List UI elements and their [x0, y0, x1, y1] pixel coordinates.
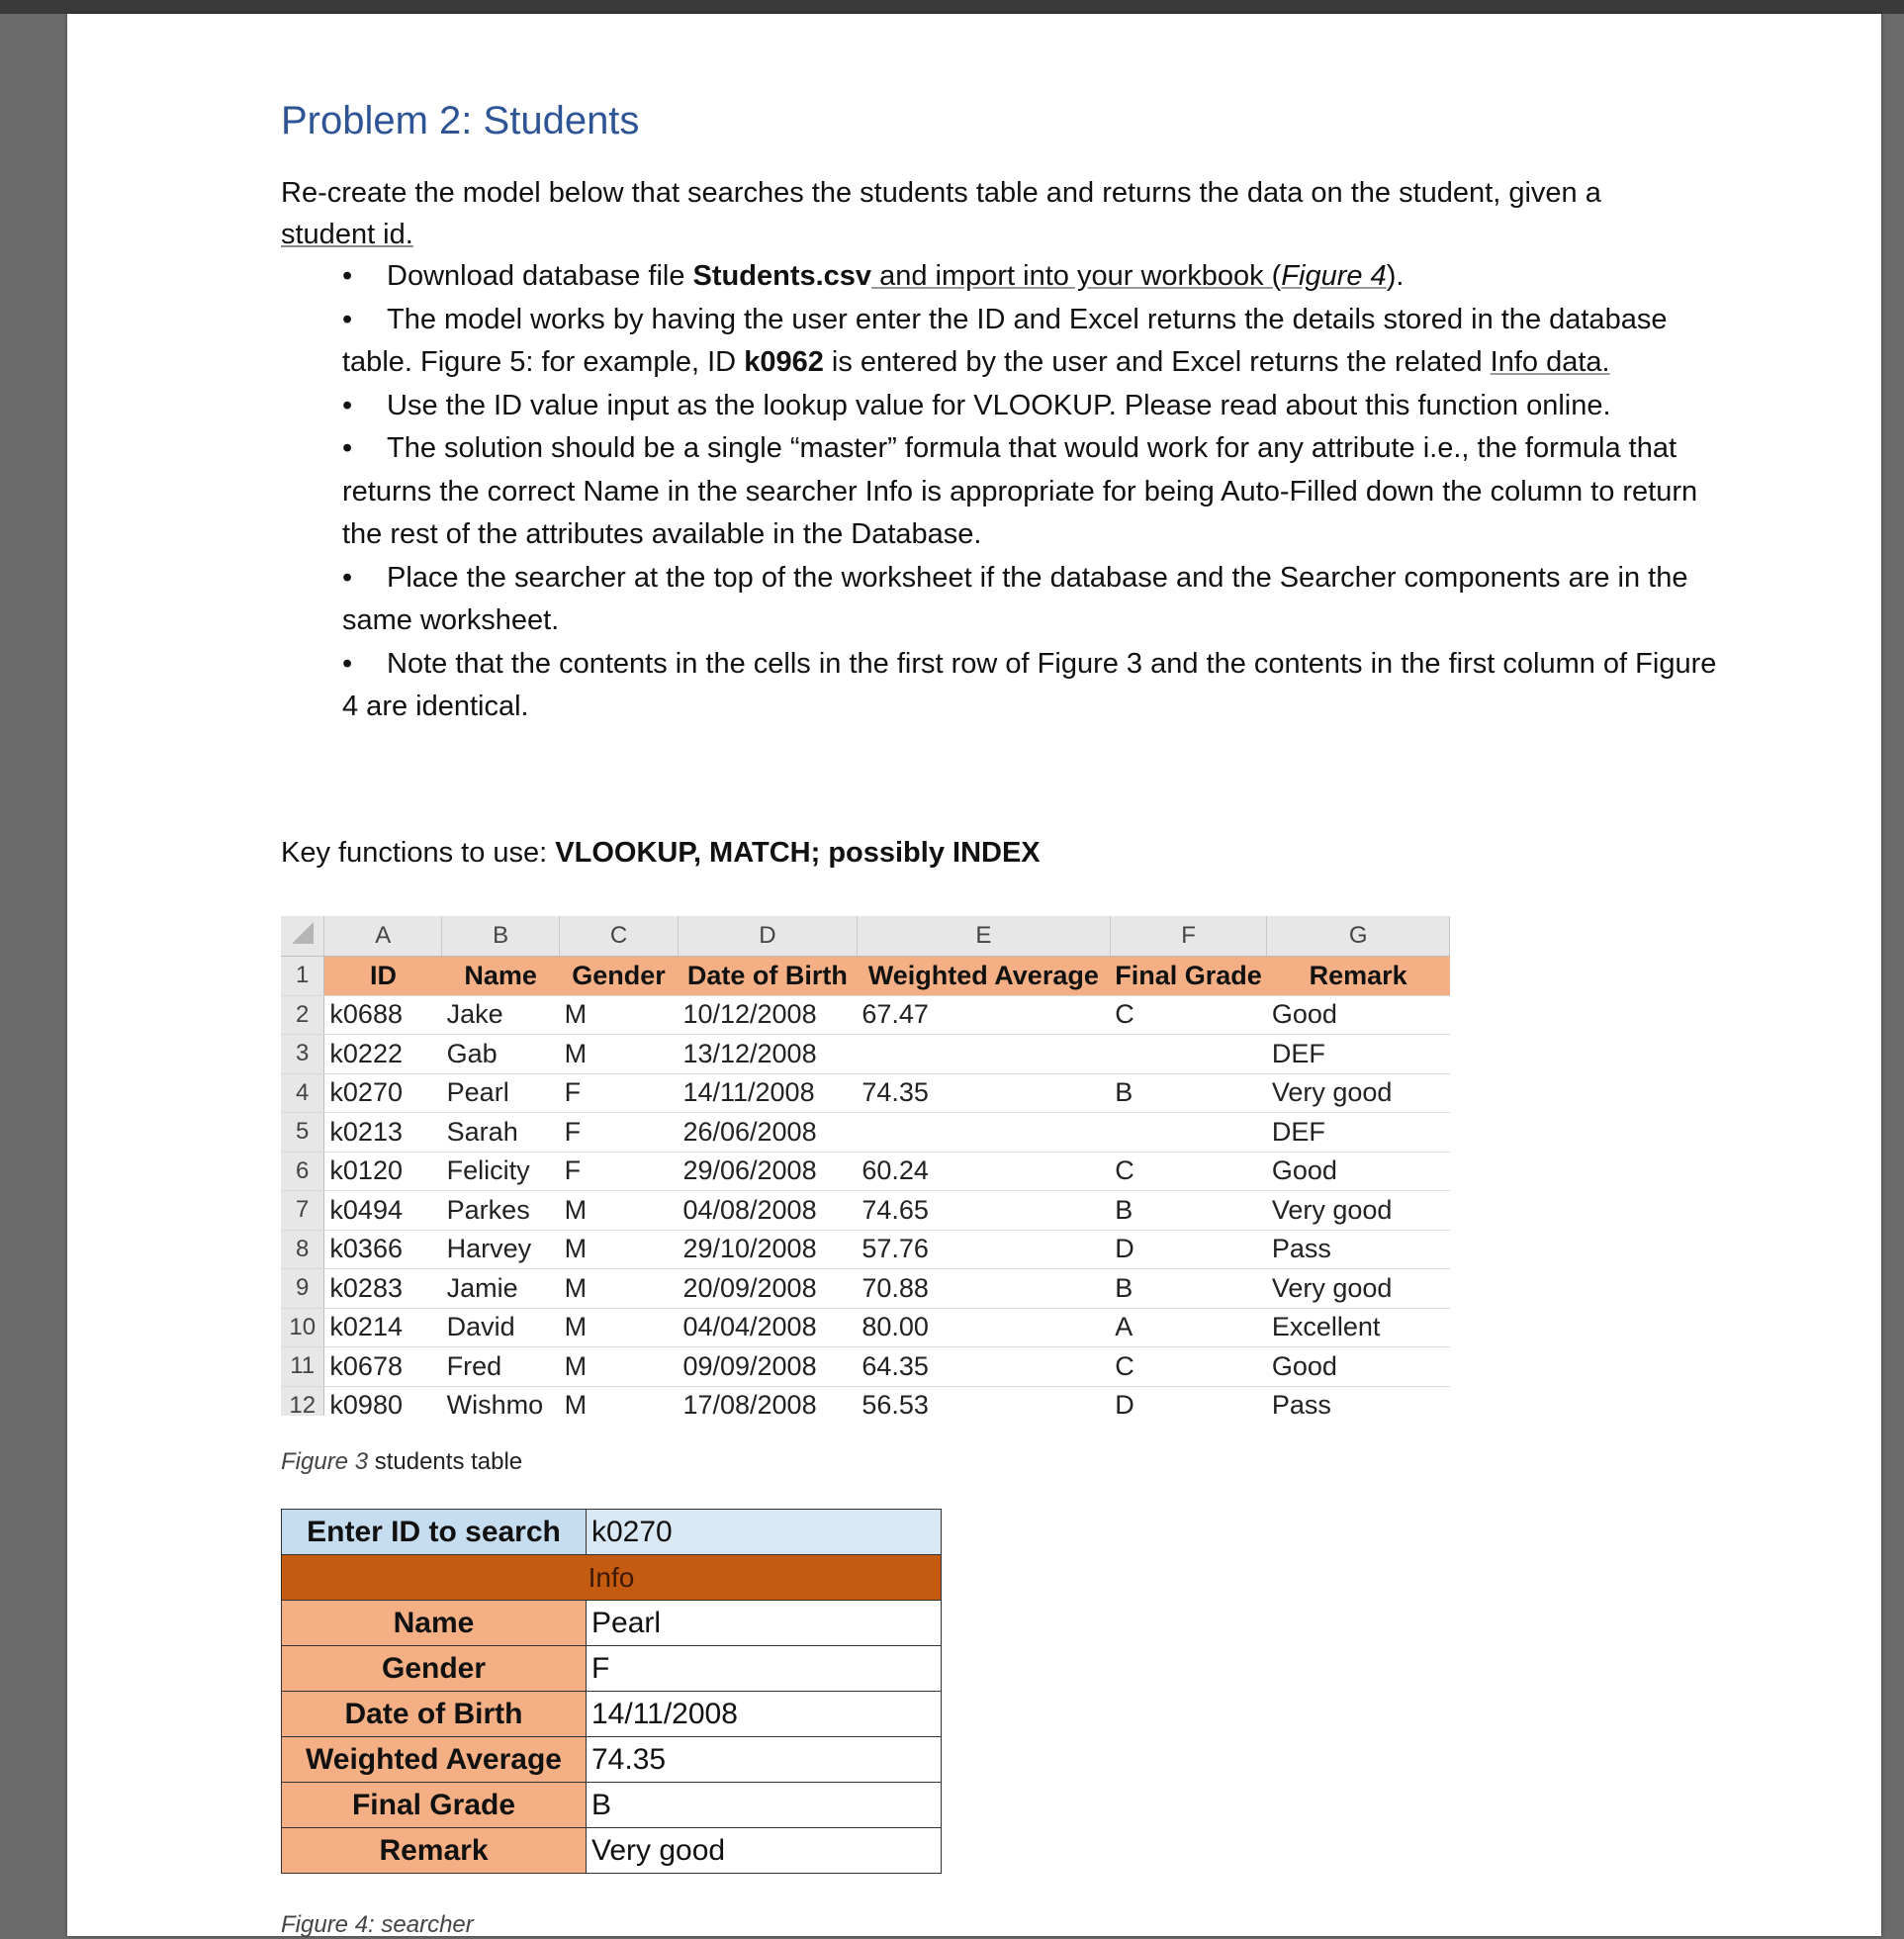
- table-cell[interactable]: M: [560, 1308, 679, 1347]
- table-cell[interactable]: k0678: [324, 1347, 442, 1387]
- row-header[interactable]: 10: [281, 1308, 324, 1347]
- field-value[interactable]: Pearl: [587, 1601, 942, 1646]
- searcher-field-row: [282, 1646, 942, 1692]
- row-header[interactable]: 9: [281, 1269, 324, 1309]
- table-cell[interactable]: k0270: [324, 1073, 442, 1113]
- row-header[interactable]: 11: [281, 1347, 324, 1387]
- list-item: • Download database file Students.csv and import into your workbook (Figure 4).: [342, 255, 1737, 299]
- table-cell[interactable]: k0283: [324, 1269, 442, 1309]
- field-label: Final Grade: [282, 1783, 587, 1828]
- table-row: [281, 1347, 1450, 1387]
- table-cell[interactable]: k0366: [324, 1230, 442, 1269]
- table-cell[interactable]: k0213: [324, 1113, 442, 1153]
- table-cell[interactable]: M: [560, 1035, 679, 1074]
- students-table-figure: [281, 916, 1450, 1416]
- table-cell[interactable]: Very good: [1267, 1191, 1450, 1231]
- list-item: • Use the ID value input as the lookup value for VLOOKUP. Please read about this function online.: [342, 385, 1737, 428]
- table-row: [281, 1113, 1450, 1153]
- row-header[interactable]: 5: [281, 1113, 324, 1153]
- key-functions: Key functions to use: VLOOKUP, MATCH; possibly INDEX: [281, 837, 1041, 869]
- column-header[interactable]: A: [324, 916, 442, 957]
- table-cell[interactable]: Good: [1267, 1152, 1450, 1191]
- searcher-field-row: [282, 1601, 942, 1646]
- corner-triangle-icon: [292, 922, 314, 944]
- table-cell[interactable]: Parkes: [442, 1191, 560, 1231]
- field-label: Weighted Average: [282, 1737, 587, 1783]
- table-cell[interactable]: k0214: [324, 1308, 442, 1347]
- table-cell[interactable]: M: [560, 1191, 679, 1231]
- table-cell[interactable]: 29/06/2008: [678, 1152, 857, 1191]
- page-title: Problem 2: Students: [281, 99, 640, 142]
- header-cell[interactable]: Final Grade: [1110, 957, 1267, 996]
- row-header[interactable]: 4: [281, 1073, 324, 1113]
- row-header[interactable]: 3: [281, 1035, 324, 1074]
- search-row: [282, 1510, 942, 1555]
- table-cell[interactable]: B: [1110, 1073, 1267, 1113]
- table-cell[interactable]: Very good: [1267, 1073, 1450, 1113]
- table-cell[interactable]: M: [560, 995, 679, 1035]
- table-cell[interactable]: Pearl: [442, 1073, 560, 1113]
- table-cell[interactable]: Wishmo: [442, 1386, 560, 1416]
- row-header[interactable]: 12: [281, 1386, 324, 1416]
- table-cell[interactable]: k0222: [324, 1035, 442, 1074]
- header-cell[interactable]: Date of Birth: [678, 957, 857, 996]
- field-value[interactable]: Very good: [587, 1828, 942, 1874]
- table-cell[interactable]: Excellent: [1267, 1308, 1450, 1347]
- table-cell[interactable]: B: [1110, 1191, 1267, 1231]
- field-label: Date of Birth: [282, 1692, 587, 1737]
- table-row: [281, 1152, 1450, 1191]
- row-header[interactable]: 7: [281, 1191, 324, 1231]
- column-header[interactable]: D: [678, 916, 857, 957]
- table-cell[interactable]: 04/04/2008: [678, 1308, 857, 1347]
- info-header: Info: [282, 1555, 942, 1601]
- field-label: Name: [282, 1601, 587, 1646]
- search-label: Enter ID to search: [282, 1510, 587, 1555]
- table-cell[interactable]: B: [1110, 1269, 1267, 1309]
- table-row: [281, 1230, 1450, 1269]
- header-cell[interactable]: Name: [442, 957, 560, 996]
- table-cell[interactable]: k0980: [324, 1386, 442, 1416]
- header-cell[interactable]: ID: [324, 957, 442, 996]
- field-value[interactable]: B: [587, 1783, 942, 1828]
- figure-4-caption: Figure 4: searcher: [281, 1911, 474, 1938]
- list-item: • The model works by having the user enter the ID and Excel returns the details stored in the database table. Figure 5: for example, ID k0962 is entered by the user and Excel returns the related Info data.: [342, 299, 1737, 385]
- table-cell[interactable]: F: [560, 1152, 679, 1191]
- table-cell[interactable]: F: [560, 1073, 679, 1113]
- searcher-field-row: [282, 1692, 942, 1737]
- column-header-row: [281, 916, 1450, 957]
- table-cell[interactable]: Good: [1267, 1347, 1450, 1387]
- column-header[interactable]: C: [560, 916, 679, 957]
- table-cell[interactable]: C: [1110, 995, 1267, 1035]
- table-cell[interactable]: Harvey: [442, 1230, 560, 1269]
- searcher-field-row: [282, 1828, 942, 1874]
- table-row: [281, 1035, 1450, 1074]
- table-cell[interactable]: David: [442, 1308, 560, 1347]
- field-value[interactable]: F: [587, 1646, 942, 1692]
- table-cell[interactable]: M: [560, 1386, 679, 1416]
- table-cell[interactable]: k0494: [324, 1191, 442, 1231]
- table-cell[interactable]: C: [1110, 1152, 1267, 1191]
- table-cell[interactable]: 29/10/2008: [678, 1230, 857, 1269]
- table-cell[interactable]: k0688: [324, 995, 442, 1035]
- table-cell[interactable]: D: [1110, 1386, 1267, 1416]
- field-value[interactable]: 74.35: [587, 1737, 942, 1783]
- table-cell[interactable]: 13/12/2008: [678, 1035, 857, 1074]
- table-cell[interactable]: 56.53: [857, 1386, 1110, 1416]
- table-row: [281, 995, 1450, 1035]
- table-cell[interactable]: F: [560, 1113, 679, 1153]
- field-label: Remark: [282, 1828, 587, 1874]
- info-row: [282, 1555, 942, 1601]
- table-row: [281, 1073, 1450, 1113]
- table-row: [281, 1386, 1450, 1416]
- table-cell[interactable]: M: [560, 1230, 679, 1269]
- table-cell[interactable]: Very good: [1267, 1269, 1450, 1309]
- column-header[interactable]: F: [1110, 916, 1267, 957]
- header-cell[interactable]: Remark: [1267, 957, 1450, 996]
- table-cell[interactable]: M: [560, 1347, 679, 1387]
- searcher-field-row: [282, 1737, 942, 1783]
- instruction-list: [342, 255, 1737, 729]
- row-header[interactable]: 2: [281, 995, 324, 1035]
- table-row: [281, 1269, 1450, 1309]
- table-cell[interactable]: Fred: [442, 1347, 560, 1387]
- table-row: [281, 1308, 1450, 1347]
- table-cell[interactable]: A: [1110, 1308, 1267, 1347]
- table-cell[interactable]: 04/08/2008: [678, 1191, 857, 1231]
- table-cell[interactable]: 26/06/2008: [678, 1113, 857, 1153]
- list-item: • Place the searcher at the top of the worksheet if the database and the Searcher components are in the same worksheet.: [342, 557, 1737, 643]
- table-cell[interactable]: 74.35: [857, 1073, 1110, 1113]
- table-cell[interactable]: Gab: [442, 1035, 560, 1074]
- intro-paragraph: Re-create the model below that searches the students table and returns the data on the student, given a student id.: [281, 177, 1601, 250]
- table-cell[interactable]: 20/09/2008: [678, 1269, 857, 1309]
- table-header-row: [281, 957, 1450, 996]
- table-cell[interactable]: 09/09/2008: [678, 1347, 857, 1387]
- table-cell[interactable]: 67.47: [857, 995, 1110, 1035]
- table-cell[interactable]: 10/12/2008: [678, 995, 857, 1035]
- row-header[interactable]: 8: [281, 1230, 324, 1269]
- table-cell[interactable]: M: [560, 1269, 679, 1309]
- table-row: [281, 1191, 1450, 1231]
- row-header[interactable]: 1: [281, 957, 324, 996]
- table-cell[interactable]: [857, 1113, 1110, 1153]
- table-cell[interactable]: [1110, 1035, 1267, 1074]
- viewer-top-bar: [0, 0, 1904, 14]
- document-page: [67, 14, 1881, 1936]
- table-cell[interactable]: D: [1110, 1230, 1267, 1269]
- searcher-field-row: [282, 1783, 942, 1828]
- table-cell[interactable]: DEF: [1267, 1035, 1450, 1074]
- table-cell[interactable]: 57.76: [857, 1230, 1110, 1269]
- table-cell[interactable]: Pass: [1267, 1230, 1450, 1269]
- table-cell[interactable]: [1110, 1113, 1267, 1153]
- field-value[interactable]: 14/11/2008: [587, 1692, 942, 1737]
- table-cell[interactable]: Pass: [1267, 1386, 1450, 1416]
- table-cell[interactable]: k0120: [324, 1152, 442, 1191]
- column-header[interactable]: B: [442, 916, 560, 957]
- column-header[interactable]: G: [1267, 916, 1450, 957]
- header-cell[interactable]: Weighted Average: [857, 957, 1110, 996]
- header-cell[interactable]: Gender: [560, 957, 679, 996]
- table-cell[interactable]: 60.24: [857, 1152, 1110, 1191]
- table-cell[interactable]: 64.35: [857, 1347, 1110, 1387]
- table-cell[interactable]: 80.00: [857, 1308, 1110, 1347]
- figure-3-caption: Figure 3 students table: [281, 1448, 523, 1475]
- table-cell[interactable]: DEF: [1267, 1113, 1450, 1153]
- search-id-input[interactable]: k0270: [587, 1510, 942, 1555]
- table-cell[interactable]: Good: [1267, 995, 1450, 1035]
- students-table: [281, 916, 1450, 1416]
- table-cell[interactable]: 17/08/2008: [678, 1386, 857, 1416]
- table-cell[interactable]: 14/11/2008: [678, 1073, 857, 1113]
- table-cell[interactable]: Jake: [442, 995, 560, 1035]
- row-header[interactable]: 6: [281, 1152, 324, 1191]
- searcher-table: [281, 1509, 942, 1874]
- table-cell[interactable]: Felicity: [442, 1152, 560, 1191]
- list-item: • The solution should be a single “master” formula that would work for any attribute i.e., the formula that returns the correct Name in the searcher Info is appropriate for being Auto-Filled down the column to return the rest of the attributes available in the Database.: [342, 427, 1737, 557]
- field-label: Gender: [282, 1646, 587, 1692]
- table-cell[interactable]: 70.88: [857, 1269, 1110, 1309]
- list-item: • Note that the contents in the cells in the first row of Figure 3 and the contents in the first column of Figure 4 are identical.: [342, 643, 1737, 729]
- table-cell[interactable]: 74.65: [857, 1191, 1110, 1231]
- table-cell[interactable]: Sarah: [442, 1113, 560, 1153]
- column-header[interactable]: E: [857, 916, 1110, 957]
- select-all-corner[interactable]: [281, 916, 324, 957]
- table-cell[interactable]: [857, 1035, 1110, 1074]
- table-cell[interactable]: C: [1110, 1347, 1267, 1387]
- table-cell[interactable]: Jamie: [442, 1269, 560, 1309]
